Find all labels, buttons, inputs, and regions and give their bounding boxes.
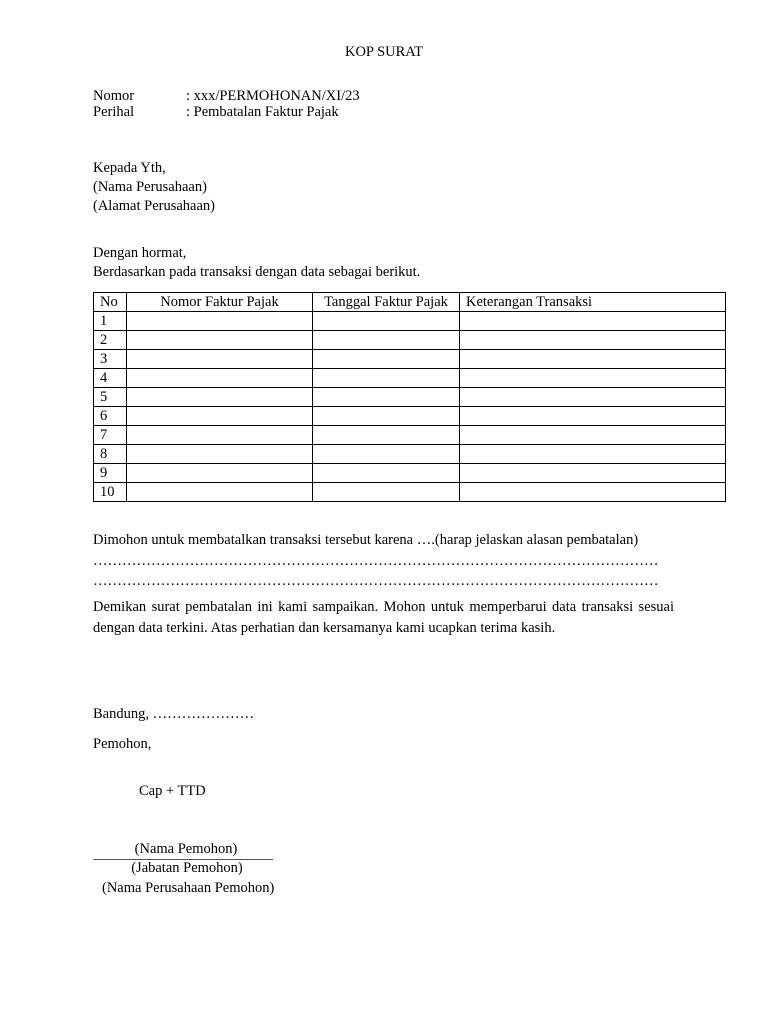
table-row [94,407,726,426]
table-header-row [94,293,726,312]
cell-no: 8 [94,445,127,464]
perihal-value: : Pembatalan Faktur Pajak [186,104,339,120]
perihal-label: Perihal [93,104,135,120]
cell-tanggal-faktur [313,445,460,464]
kop-surat: KOP SURAT [344,44,424,60]
header-no: No [94,293,127,312]
cell-nomor-faktur [127,350,313,369]
recipient-company: (Nama Perusahaan) [93,179,207,195]
signer-company: (Nama Perusahaan Pemohon) [102,880,275,896]
applicant-label: Pemohon, [93,736,152,752]
recipient-greeting: Kepada Yth, [93,160,166,176]
table-body [94,312,726,502]
header-keterangan: Keterangan Transaksi [460,293,726,312]
cell-nomor-faktur [127,445,313,464]
cell-no: 2 [94,331,127,350]
recipient-address: (Alamat Perusahaan) [93,198,215,214]
cell-keterangan [460,426,726,445]
cell-keterangan [460,331,726,350]
cell-tanggal-faktur [313,407,460,426]
dots-line-2: ……………………………………………………………………………………………………… [93,573,659,589]
signer-position: (Jabatan Pemohon) [131,860,243,876]
cell-no: 5 [94,388,127,407]
nomor-value: : xxx/PERMOHONAN/XI/23 [186,88,360,104]
stamp-signature: Cap + TTD [139,783,206,799]
table-row [94,464,726,483]
nomor-label: Nomor [93,88,135,104]
cell-keterangan [460,369,726,388]
cell-keterangan [460,388,726,407]
cell-no: 10 [94,483,127,502]
transaction-table [93,292,726,502]
cell-nomor-faktur [127,312,313,331]
cell-no: 3 [94,350,127,369]
table-row [94,312,726,331]
table-row [94,350,726,369]
cell-tanggal-faktur [313,483,460,502]
cell-no: 4 [94,369,127,388]
cell-nomor-faktur [127,369,313,388]
cell-tanggal-faktur [313,388,460,407]
cell-nomor-faktur [127,426,313,445]
cell-nomor-faktur [127,388,313,407]
cell-keterangan [460,407,726,426]
cell-tanggal-faktur [313,369,460,388]
table-row [94,331,726,350]
cell-nomor-faktur [127,407,313,426]
header-nomor-faktur: Nomor Faktur Pajak [127,293,313,312]
table-row [94,426,726,445]
cell-nomor-faktur [127,483,313,502]
signer-name: (Nama Pemohon) [134,841,238,857]
table-row [94,445,726,464]
cell-no: 7 [94,426,127,445]
cell-tanggal-faktur [313,331,460,350]
cell-nomor-faktur [127,331,313,350]
place-date: Bandung, ………………… [93,706,255,722]
cell-keterangan [460,312,726,331]
header-tanggal-faktur: Tanggal Faktur Pajak [313,293,460,312]
cell-keterangan [460,445,726,464]
request-text: Dimohon untuk membatalkan transaksi tersebut karena ….(harap jelaskan alasan pembatalan) [93,532,639,548]
cell-tanggal-faktur [313,312,460,331]
table-row [94,483,726,502]
table-row [94,369,726,388]
cell-tanggal-faktur [313,426,460,445]
table-row [94,388,726,407]
closing-paragraph: Demikan surat pembatalan ini kami sampaikan. Mohon untuk memperbarui data transaksi sesuai dengan data terkini. Atas perhatian dan kersamanya kami ucapkan terima kasih. [93,599,674,636]
cell-keterangan [460,350,726,369]
cell-no: 6 [94,407,127,426]
cell-tanggal-faktur [313,350,460,369]
cell-no: 9 [94,464,127,483]
cell-nomor-faktur [127,464,313,483]
dots-line-1: ……………………………………………………………………………………………………… [93,553,659,569]
cell-keterangan [460,483,726,502]
intro-text: Berdasarkan pada transaksi dengan data sebagai berikut. [93,264,421,280]
cell-tanggal-faktur [313,464,460,483]
cell-keterangan [460,464,726,483]
cell-no: 1 [94,312,127,331]
salutation: Dengan hormat, [93,245,187,261]
